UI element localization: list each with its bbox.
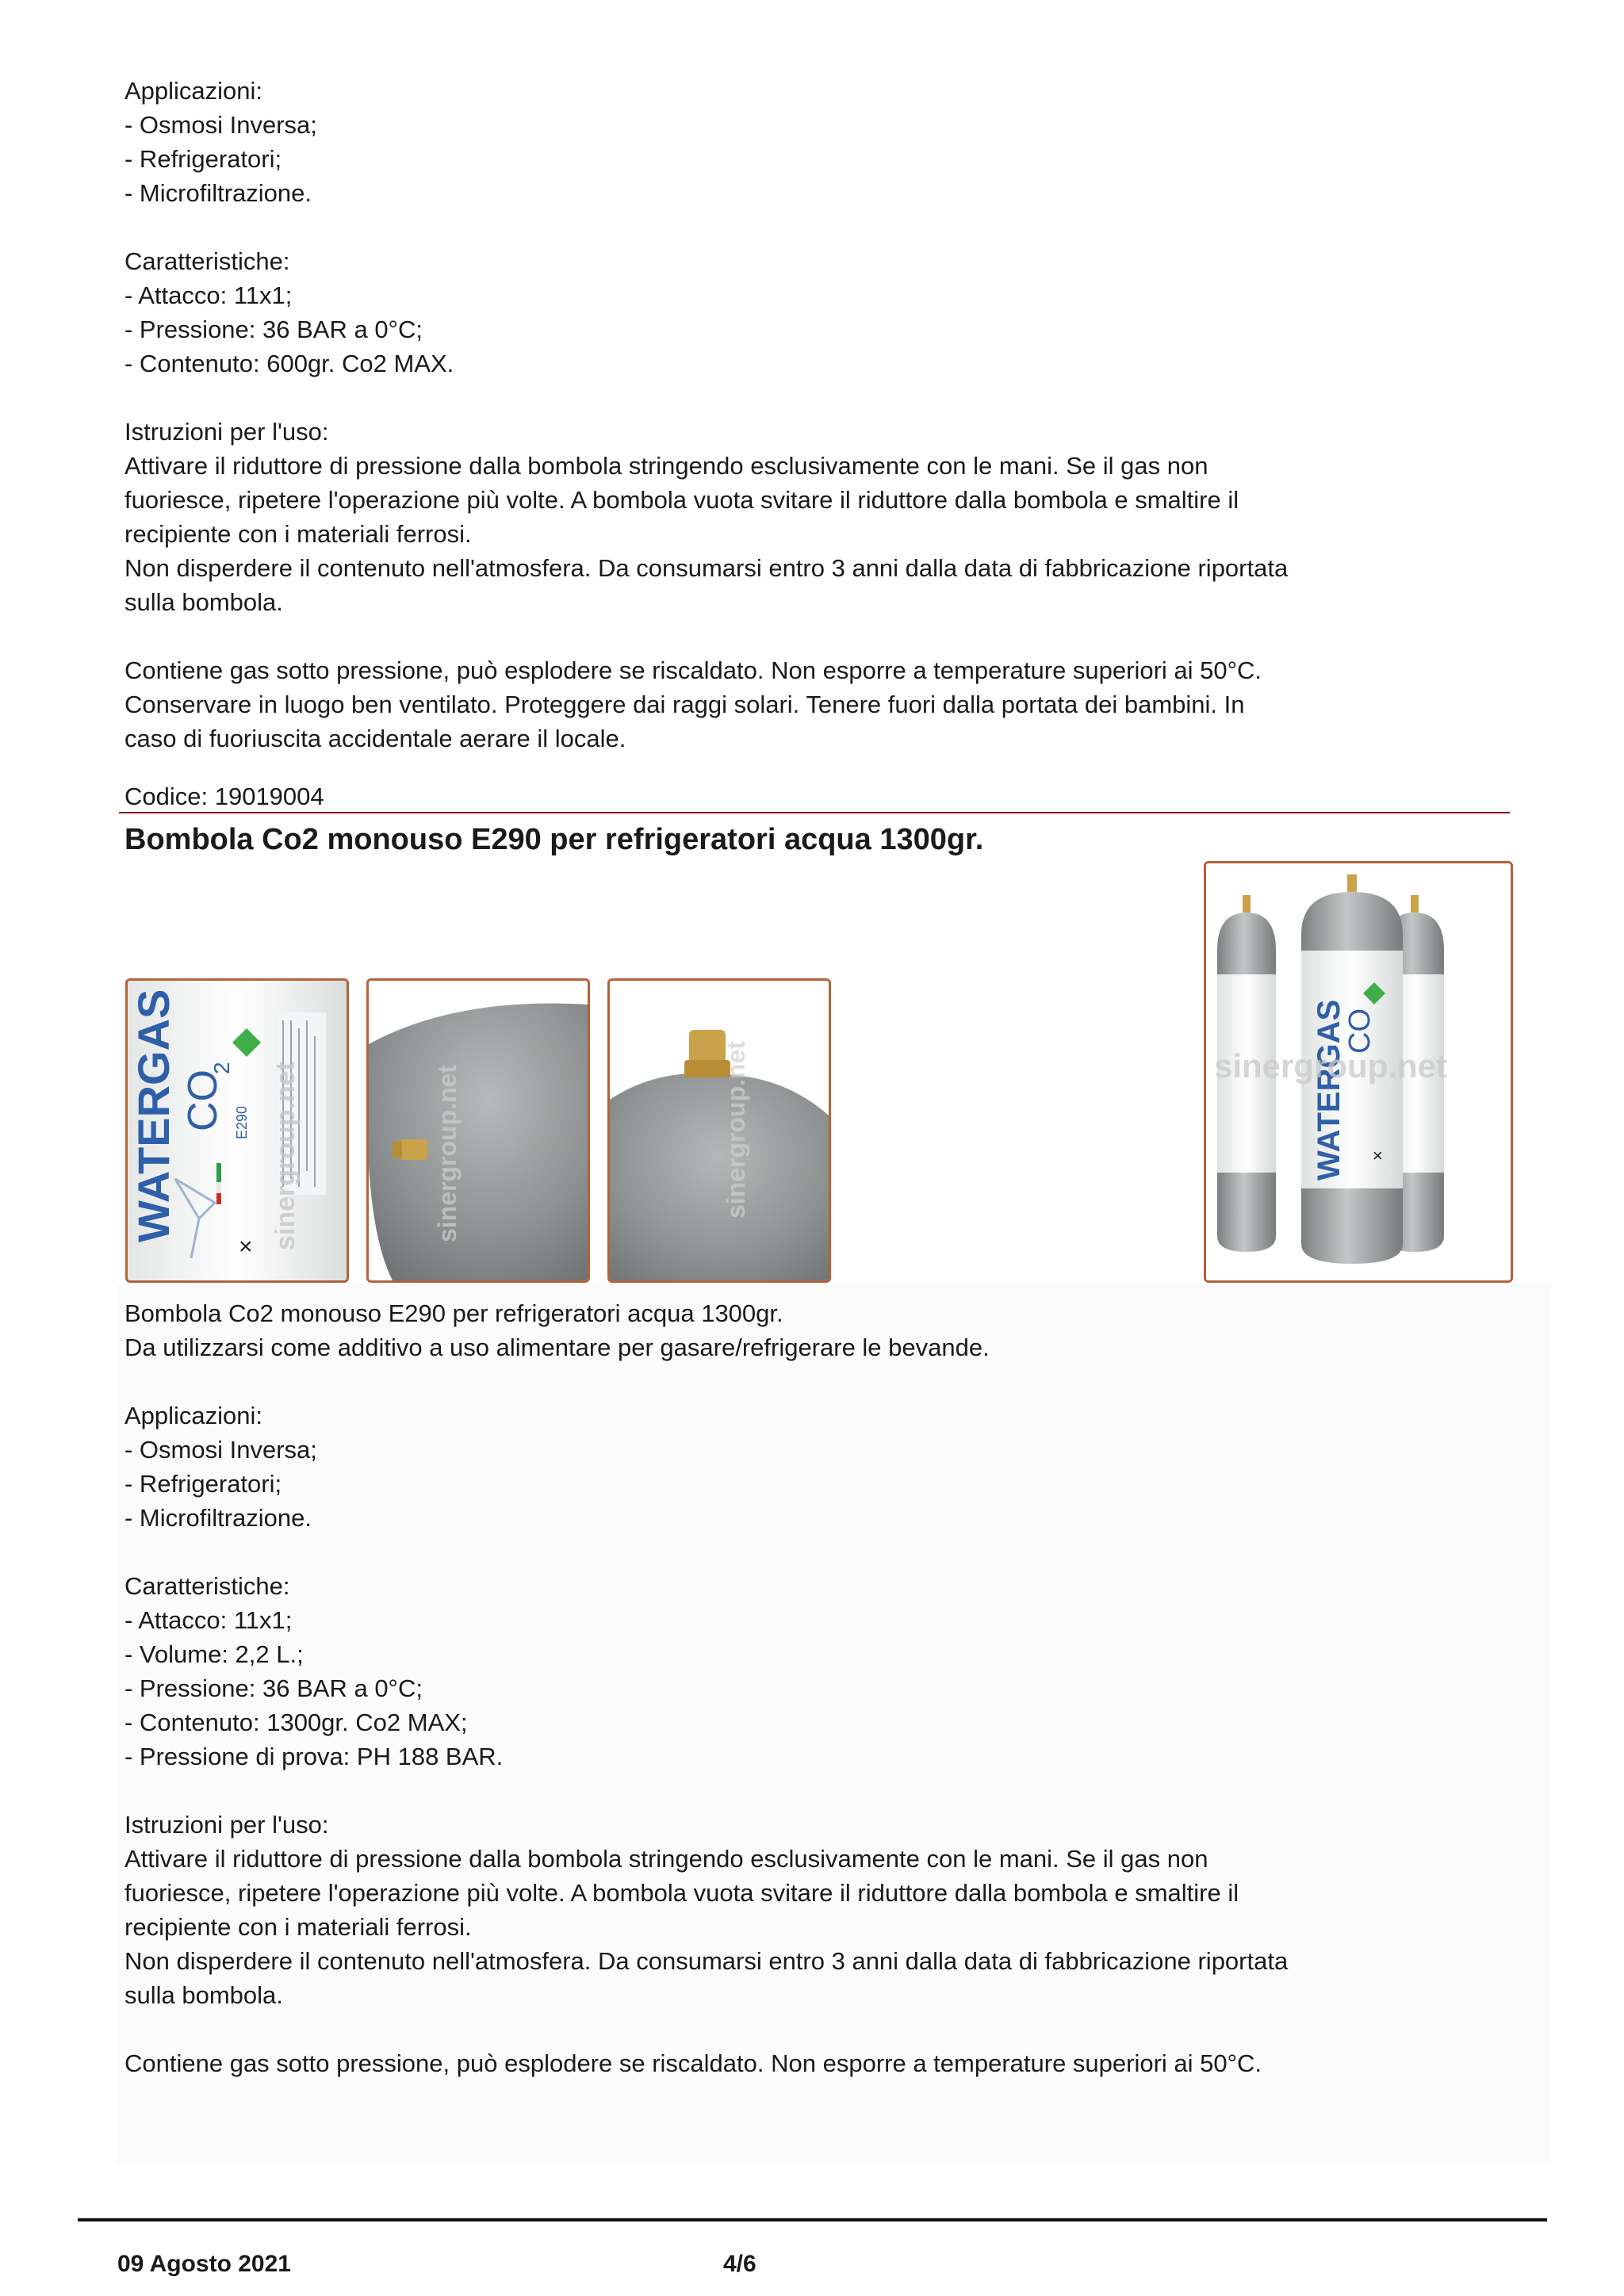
text-line: fuoriesce, ripetere l'operazione più volte. A bombola vuota svitare il riduttore dalla bombola e smaltire il xyxy=(124,486,1239,514)
text-line xyxy=(124,210,1520,244)
page-number: 4/6 xyxy=(723,2251,756,2277)
text-line: sulla bombola. xyxy=(124,588,283,616)
text-line: - Contenuto: 600gr. Co2 MAX. xyxy=(124,350,454,377)
text-line: Contiene gas sotto pressione, può esplodere se riscaldato. Non esporre a temperature superiori ai 50°C. xyxy=(124,656,1262,684)
text-line xyxy=(124,381,1520,415)
text-line: fuoriesce, ripetere l'operazione più volte. A bombola vuota svitare il riduttore dalla bombola e smaltire il xyxy=(124,1879,1239,1907)
text-line: recipiente con i materiali ferrosi. xyxy=(124,1913,472,1941)
brand-text: WATERGAS xyxy=(128,989,178,1242)
footer-date: 09 Agosto 2021 xyxy=(117,2251,291,2277)
text-line: - Pressione di prova: PH 188 BAR. xyxy=(124,1743,504,1770)
text-line xyxy=(124,1774,1520,1808)
text-line: Applicazioni: xyxy=(124,77,263,105)
cylinder-label-image xyxy=(128,981,347,1280)
footer-rule xyxy=(78,2218,1547,2221)
co2-text: CO xyxy=(1343,1008,1377,1054)
brand-text: WATERGAS xyxy=(1312,999,1346,1181)
text-line: Attivare il riduttore di pressione dalla bombola stringendo esclusivamente con le mani. Se il gas non xyxy=(124,1845,1208,1873)
watermark-text: sinergroup.net xyxy=(433,1064,462,1242)
text-line: Caratteristiche: xyxy=(124,247,290,275)
text-line xyxy=(124,619,1520,653)
text-line: Non disperdere il contenuto nell'atmosfera. Da consumarsi entro 3 anni dalla data di fabbricazione riportata xyxy=(124,554,1289,582)
text-line: caso di fuoriuscita accidentale aerare il locale. xyxy=(124,725,626,752)
cylinder-top-image xyxy=(610,981,829,1280)
text-line: - Volume: 2,2 L.; xyxy=(124,1640,304,1668)
brass-valve-icon xyxy=(400,1139,427,1160)
text-line: - Refrigeratori; xyxy=(124,145,282,173)
product-thumbnail-valve-top[interactable] xyxy=(607,978,831,1283)
text-line: Bombola Co2 monouso E290 per refrigeratori acqua 1300gr. xyxy=(124,1299,783,1327)
text-line: - Microfiltrazione. xyxy=(124,179,312,207)
text-line: - Attacco: 11x1; xyxy=(124,281,293,309)
text-line: Istruzioni per l'uso: xyxy=(124,1811,329,1839)
text-line: - Osmosi Inversa; xyxy=(124,111,317,139)
watermark-text: sinergroup.net xyxy=(722,1040,750,1219)
text-line: Non disperdere il contenuto nell'atmosfera. Da consumarsi entro 3 anni dalla data di fabbricazione riportata xyxy=(124,1947,1289,1975)
product-title: Bombola Co2 monouso E290 per refrigeratori acqua 1300gr. xyxy=(124,823,984,856)
text-line: - Pressione: 36 BAR a 0°C; xyxy=(124,316,423,343)
text-line: Attivare il riduttore di pressione dalla bombola stringendo esclusivamente con le mani. Se il gas non xyxy=(124,452,1208,480)
product-thumbnail-valve-side[interactable] xyxy=(366,978,590,1283)
text-line: Applicazioni: xyxy=(124,1402,263,1429)
text-line: Istruzioni per l'uso: xyxy=(124,418,329,446)
text-line xyxy=(124,1535,1520,1569)
text-line: Conservare in luogo ben ventilato. Proteggere dai raggi solari. Tenere fuori dalla portata dei bambini. In xyxy=(124,691,1245,718)
product-thumbnail-label[interactable] xyxy=(125,978,349,1283)
cross-mark: × xyxy=(239,1234,253,1260)
co2-subscript: 2 xyxy=(209,1062,234,1074)
three-cylinders-image xyxy=(1206,863,1511,1280)
text-line xyxy=(124,2012,1520,2046)
product-code: Codice: 19019004 xyxy=(124,783,324,810)
text-line: - Attacco: 11x1; xyxy=(124,1606,293,1634)
italian-flag-icon xyxy=(216,1163,221,1204)
product-main-image[interactable] xyxy=(1204,861,1513,1283)
watermark-text: sinergroup.net xyxy=(270,1061,301,1250)
cylinder-side-image xyxy=(369,981,588,1280)
co2-text: CO xyxy=(180,1070,226,1131)
text-line: - Osmosi Inversa; xyxy=(124,1436,317,1464)
text-line xyxy=(124,1364,1520,1399)
section-separator xyxy=(119,812,1510,813)
text-line: sulla bombola. xyxy=(124,1981,283,2009)
text-line: Caratteristiche: xyxy=(124,1572,290,1600)
text-line: - Contenuto: 1300gr. Co2 MAX; xyxy=(124,1709,468,1736)
previous-product-description xyxy=(124,74,1520,756)
text-line: - Pressione: 36 BAR a 0°C; xyxy=(124,1674,423,1702)
text-line: - Microfiltrazione. xyxy=(124,1504,312,1532)
e290-text: E290 xyxy=(234,1105,250,1139)
text-line: recipiente con i materiali ferrosi. xyxy=(124,520,472,548)
cross-mark: × xyxy=(1373,1146,1383,1165)
text-line: - Refrigeratori; xyxy=(124,1470,282,1498)
product-description xyxy=(124,1296,1520,2080)
text-line: Contiene gas sotto pressione, può esplodere se riscaldato. Non esporre a temperature superiori ai 50°C. xyxy=(124,2049,1262,2077)
watermark-text: sinergroup.net xyxy=(1214,1047,1448,1085)
text-line: Da utilizzarsi come additivo a uso alimentare per gasare/refrigerare le bevande. xyxy=(124,1334,990,1361)
